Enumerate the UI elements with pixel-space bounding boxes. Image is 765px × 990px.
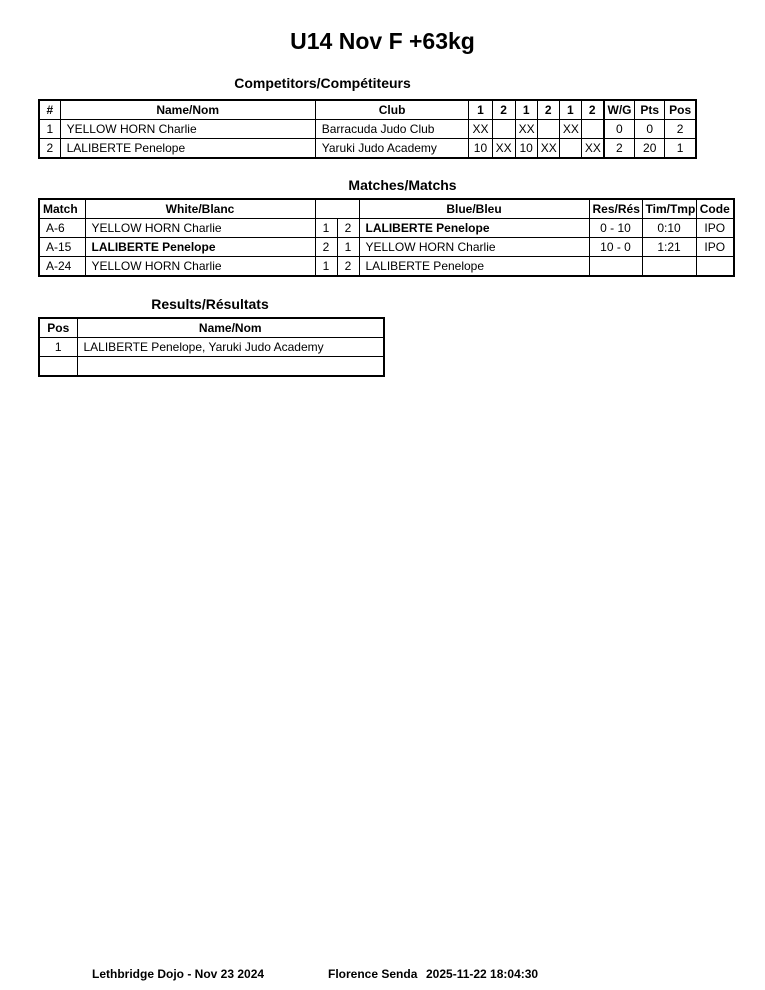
match-id: A-24 <box>39 257 85 277</box>
col-pos-header: Pos <box>665 100 696 120</box>
blue-competitor: LALIBERTE Penelope <box>359 219 589 238</box>
col-round-header: 2 <box>581 100 603 120</box>
competitor-wg: 2 <box>604 139 635 159</box>
match-id: A-15 <box>39 238 85 257</box>
white-competitor: YELLOW HORN Charlie <box>85 257 315 277</box>
competitor-wg: 0 <box>604 120 635 139</box>
table-row <box>39 219 734 238</box>
footer-event: Lethbridge Dojo - Nov 23 2024 <box>92 967 265 981</box>
col-round-header: 1 <box>515 100 537 120</box>
competitors-table <box>38 99 697 159</box>
blue-competitor: YELLOW HORN Charlie <box>359 238 589 257</box>
round-score: XX <box>469 120 492 139</box>
competitor-name: LALIBERTE Penelope <box>60 139 315 159</box>
col-wg-header: W/G <box>604 100 635 120</box>
page-title: U14 Nov F +63kg <box>290 28 475 54</box>
col-result-header: Res/Rés <box>589 199 642 219</box>
header-spacer <box>337 199 359 219</box>
competitor-name: YELLOW HORN Charlie <box>60 120 315 139</box>
col-time-header: Tim/Tmp <box>642 199 696 219</box>
result-name <box>77 357 384 377</box>
competitor-num: 2 <box>39 139 60 159</box>
matches-table <box>38 198 735 277</box>
header-spacer <box>315 199 337 219</box>
result-pos: 1 <box>39 338 77 357</box>
results-heading: Results/Résultats <box>151 296 269 312</box>
round-score: 10 <box>469 139 492 159</box>
matches-heading: Matches/Matchs <box>348 177 457 193</box>
col-pts-header: Pts <box>635 100 665 120</box>
footer-author: Florence Senda <box>328 967 418 981</box>
round-score <box>492 120 515 139</box>
round-score: XX <box>537 139 559 159</box>
results-table <box>38 317 385 377</box>
col-name-header: Name/Nom <box>77 318 384 338</box>
match-id: A-6 <box>39 219 85 238</box>
col-code-header: Code <box>696 199 734 219</box>
match-time: 1:21 <box>642 238 696 257</box>
table-row <box>39 139 696 159</box>
matches-header-row <box>39 199 734 219</box>
competitor-club: Yaruki Judo Academy <box>315 139 469 159</box>
table-row <box>39 357 384 377</box>
col-round-header: 1 <box>469 100 492 120</box>
blue-number: 2 <box>337 219 359 238</box>
round-score: XX <box>492 139 515 159</box>
match-result <box>589 257 642 277</box>
round-score <box>559 139 581 159</box>
col-pos-header: Pos <box>39 318 77 338</box>
competitor-club: Barracuda Judo Club <box>315 120 469 139</box>
result-pos <box>39 357 77 377</box>
match-code <box>696 257 734 277</box>
white-number: 1 <box>315 219 337 238</box>
col-blue-header: Blue/Bleu <box>359 199 589 219</box>
round-score: XX <box>515 120 537 139</box>
table-row <box>39 257 734 277</box>
col-name-header: Name/Nom <box>60 100 315 120</box>
footer-timestamp: 2025-11-22 18:04:30 <box>426 967 539 981</box>
round-score <box>537 120 559 139</box>
round-score: XX <box>581 139 603 159</box>
table-row <box>39 338 384 357</box>
competitor-num: 1 <box>39 120 60 139</box>
competitors-heading: Competitors/Compétiteurs <box>234 75 411 91</box>
match-code: IPO <box>696 219 734 238</box>
round-score <box>581 120 603 139</box>
table-row <box>39 238 734 257</box>
round-score: 10 <box>515 139 537 159</box>
white-number: 1 <box>315 257 337 277</box>
col-num-header: # <box>39 100 60 120</box>
col-round-header: 2 <box>492 100 515 120</box>
match-time: 0:10 <box>642 219 696 238</box>
blue-number: 2 <box>337 257 359 277</box>
white-number: 2 <box>315 238 337 257</box>
col-club-header: Club <box>315 100 469 120</box>
col-round-header: 1 <box>559 100 581 120</box>
col-white-header: White/Blanc <box>85 199 315 219</box>
competitor-pos: 1 <box>665 139 696 159</box>
match-result: 10 - 0 <box>589 238 642 257</box>
competitor-pts: 20 <box>635 139 665 159</box>
white-competitor: LALIBERTE Penelope <box>85 238 315 257</box>
match-code: IPO <box>696 238 734 257</box>
col-round-header: 2 <box>537 100 559 120</box>
results-header-row <box>39 318 384 338</box>
white-competitor: YELLOW HORN Charlie <box>85 219 315 238</box>
competitor-pts: 0 <box>635 120 665 139</box>
blue-competitor: LALIBERTE Penelope <box>359 257 589 277</box>
blue-number: 1 <box>337 238 359 257</box>
table-row <box>39 120 696 139</box>
match-result: 0 - 10 <box>589 219 642 238</box>
match-time <box>642 257 696 277</box>
competitors-header-row <box>39 100 696 120</box>
col-match-header: Match <box>39 199 85 219</box>
round-score: XX <box>559 120 581 139</box>
competitor-pos: 2 <box>665 120 696 139</box>
result-name: LALIBERTE Penelope, Yaruki Judo Academy <box>77 338 384 357</box>
